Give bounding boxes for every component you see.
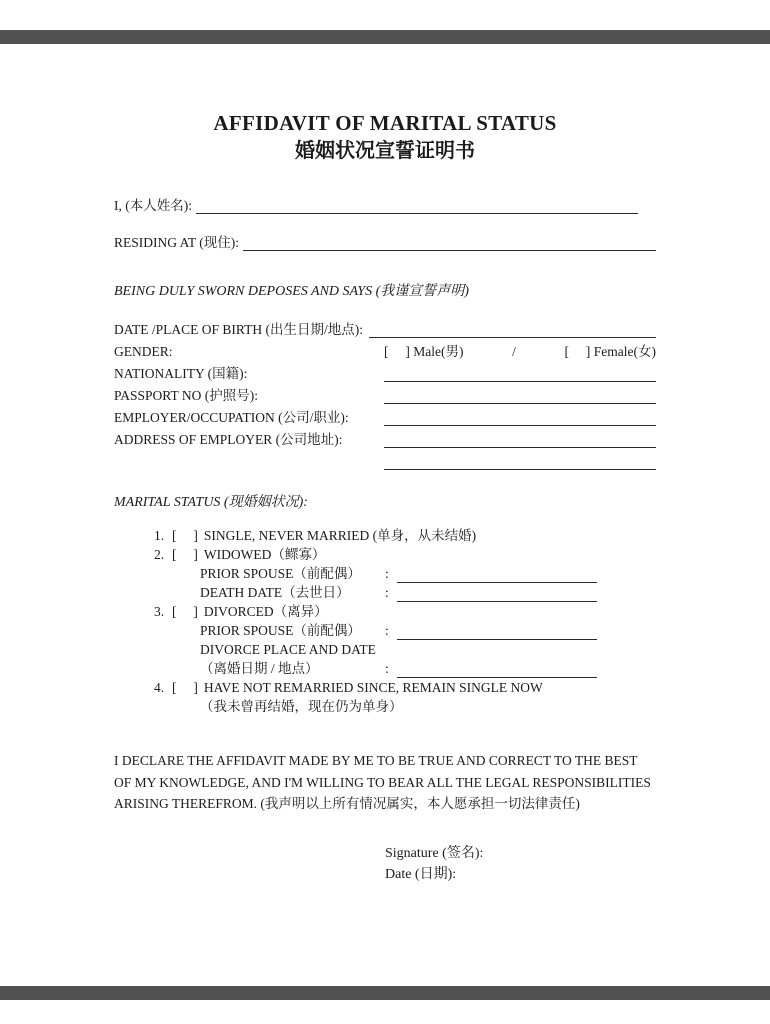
gender-label: GENDER:	[114, 344, 173, 359]
death-date-label: DEATH DATE（去世日）	[200, 585, 350, 600]
divorce-place-label: DIVORCE PLACE AND DATE	[200, 642, 376, 657]
death-date-row	[200, 583, 656, 602]
divorced-label: DIVORCED（离异）	[203, 604, 328, 619]
item2-number: 2.	[154, 547, 165, 562]
birth-label: DATE /PLACE OF BIRTH (出生日期/地点):	[114, 322, 363, 337]
extra-blank-line[interactable]	[384, 454, 656, 470]
single-label: SINGLE, NEVER MARRIED (单身，从未结婚)	[203, 528, 477, 543]
marital-item-not-remarried	[154, 678, 656, 697]
document-content	[114, 110, 656, 885]
passport-blank-line[interactable]	[384, 388, 656, 404]
widowed-prior-spouse-label: PRIOR SPOUSE（前配偶）	[200, 566, 361, 581]
item1-number: 1.	[154, 528, 165, 543]
death-date-blank-line[interactable]	[397, 587, 597, 602]
marital-item-divorced	[154, 602, 656, 621]
employer-address-blank-line[interactable]	[384, 432, 656, 448]
passport-label: PASSPORT NO (护照号):	[114, 388, 258, 403]
document-subtitle-chinese: 婚姻状况宣誓证明书	[295, 140, 475, 162]
widowed-prior-spouse-row	[200, 564, 656, 583]
bottom-border-bar	[0, 986, 770, 1000]
item4-number: 4.	[154, 680, 165, 695]
residing-label: RESIDING AT (现住):	[114, 235, 240, 250]
document-title: AFFIDAVIT OF MARITAL STATUS	[213, 111, 557, 135]
residing-blank-line[interactable]	[243, 235, 656, 251]
marital-item-widowed	[154, 545, 656, 564]
employer-row	[114, 404, 656, 426]
marital-item-single	[154, 526, 656, 545]
marital-status-heading: MARITAL STATUS (现婚姻状况):	[114, 495, 308, 510]
male-checkbox[interactable]: [ ]	[384, 344, 410, 359]
signature-label: Signature (签名):	[385, 845, 484, 861]
divorce-date-label: （离婚日期 / 地点）	[200, 661, 319, 676]
divorced-prior-spouse-row	[200, 621, 656, 640]
nationality-row	[114, 360, 656, 382]
colon: :	[385, 623, 389, 638]
not-remarried-label: HAVE NOT REMARRIED SINCE, REMAIN SINGLE NOW	[203, 680, 543, 695]
female-label: Female(女)	[593, 344, 656, 359]
male-label: Male(男)	[413, 344, 464, 359]
nationality-label: NATIONALITY (国籍):	[114, 366, 248, 381]
colon: :	[385, 566, 389, 581]
single-checkbox[interactable]: [ ]	[172, 528, 198, 543]
name-row	[114, 192, 656, 214]
not-remarried-chinese-row	[200, 697, 656, 716]
gender-row	[114, 338, 656, 360]
divorced-prior-spouse-label: PRIOR SPOUSE（前配偶）	[200, 623, 361, 638]
declaration-text: I DECLARE THE AFFIDAVIT MADE BY ME TO BE TRUE AND CORRECT TO THE BEST OF MY KNOWLEDGE, AND I'M WILLING TO BEAR ALL THE LEGAL RESPONSIBILITIES ARISING THEREFROM. (我声明以上所有情况属实，本人愿承担一切法律责任)	[114, 753, 651, 811]
date-label: Date (日期):	[385, 866, 457, 882]
gender-separator: /	[512, 344, 516, 359]
widowed-checkbox[interactable]: [ ]	[172, 547, 198, 562]
divorced-checkbox[interactable]: [ ]	[172, 604, 198, 619]
divorce-date-blank-line[interactable]	[397, 663, 597, 678]
name-label: I, (本人姓名):	[114, 198, 192, 213]
widowed-prior-spouse-blank-line[interactable]	[397, 568, 597, 583]
birth-row	[114, 316, 656, 338]
employer-address-row	[114, 426, 656, 448]
divorce-place-row	[200, 640, 656, 659]
marital-status-list	[154, 526, 656, 716]
not-remarried-checkbox[interactable]: [ ]	[172, 680, 198, 695]
divorced-prior-spouse-blank-line[interactable]	[397, 625, 597, 640]
employer-label: EMPLOYER/OCCUPATION (公司/职业):	[114, 410, 349, 425]
item3-number: 3.	[154, 604, 165, 619]
top-border-bar	[0, 30, 770, 44]
widowed-label: WIDOWED（鳏寡）	[203, 547, 326, 562]
extra-blank-row	[114, 448, 656, 470]
signature-block	[385, 843, 656, 885]
divorce-date-row	[200, 659, 656, 678]
birth-blank-line[interactable]	[369, 322, 656, 338]
not-remarried-chinese-label: （我未曾再结婚，现在仍为单身）	[200, 699, 403, 714]
personal-fields	[114, 316, 656, 470]
colon: :	[385, 661, 389, 676]
male-option	[384, 340, 463, 360]
nationality-blank-line[interactable]	[384, 366, 656, 382]
sworn-statement: BEING DULY SWORN DEPOSES AND SAYS (我谨宣誓声明)	[114, 284, 469, 299]
female-checkbox[interactable]: [ ]	[564, 344, 591, 359]
passport-row	[114, 382, 656, 404]
employer-address-label: ADDRESS OF EMPLOYER (公司地址):	[114, 432, 343, 447]
employer-blank-line[interactable]	[384, 410, 656, 426]
colon: :	[385, 585, 389, 600]
gender-options	[384, 340, 656, 360]
name-blank-line[interactable]	[196, 198, 638, 214]
female-option	[565, 340, 656, 360]
residing-row	[114, 229, 656, 251]
